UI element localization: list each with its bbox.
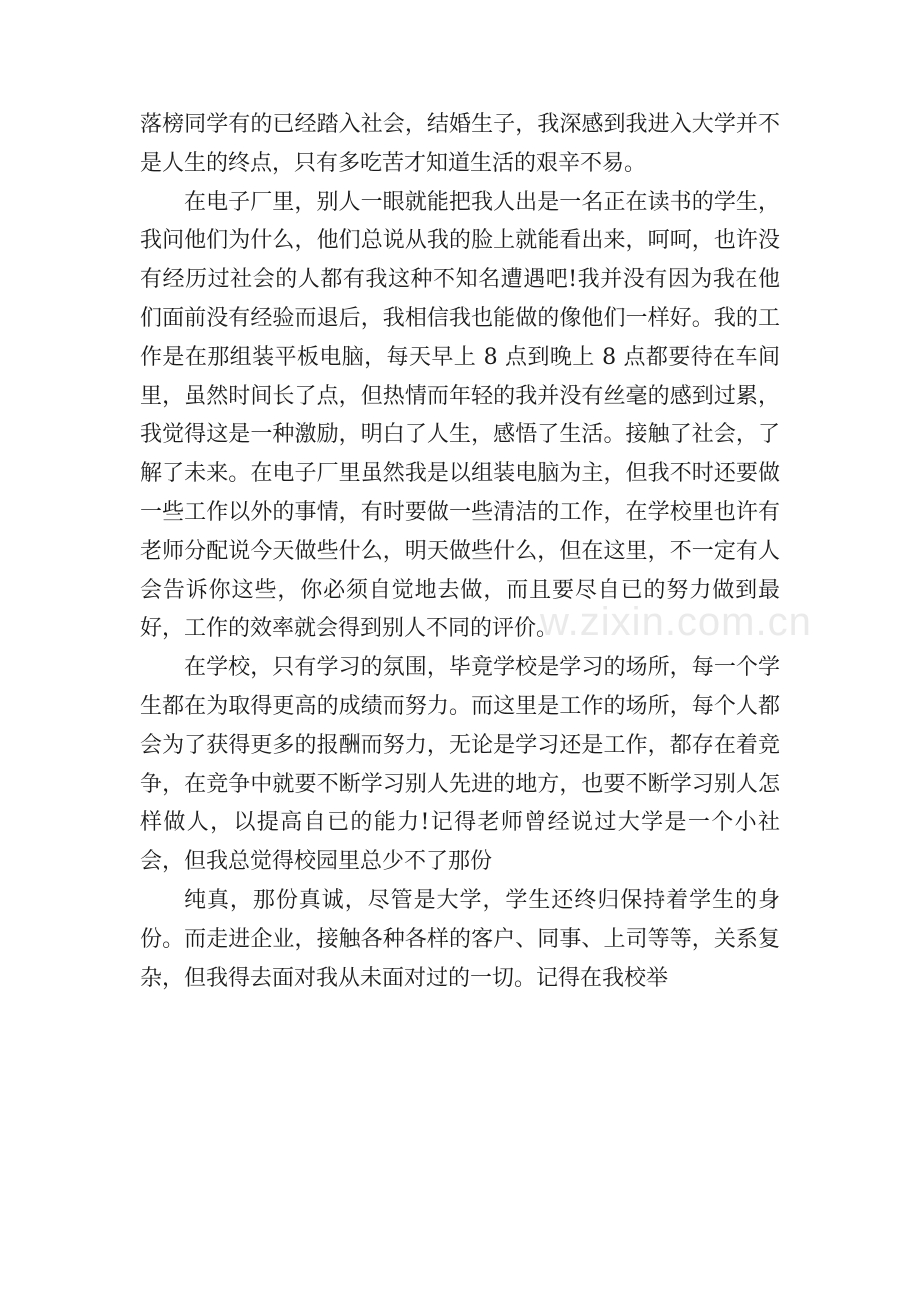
paragraph-2: 在电子厂里，别人一眼就能把我人出是一名正在读书的学生，我问他们为什么，他们总说从我的脸上就能看出来，呵呵，也许没有经历过社会的人都有我这种不知名遭遇吧!我并没有因为我在他们面前没有经验而退后，我相信我也能做的像他们一样好。我的工作是在那组装平板电脑，每天早上 8 点到晚上 8 点都要待在车间里，虽然时间长了点，但热情而年轻的我并没有丝毫的感到过累，我觉得这是一种激励，明白了人生，感悟了生活。接触了社会，了解了未来。在电子厂里虽然我是以组装电脑为主，但我不时还要做一些工作以外的事情，有时要做一些清洁的工作，在学校里也许有老师分配说今天做些什么，明天做些什么，但在这里，不一定有人会告诉你这些，你必须自觉地去做，而且要尽自已的努力做到最好，工作的效率就会得到别人不同的评价。 [140, 189, 780, 642]
paragraph-3: 在学校，只有学习的氛围，毕竟学校是学习的场所，每一个学生都在为取得更高的成绩而努力。而这里是工作的场所，每个人都会为了获得更多的报酬而努力，无论是学习还是工作，都存在着竞争，在竞争中就要不断学习别人先进的地方，也要不断学习别人怎样做人，以提高自已的能力!记得老师曾经说过大学是一个小社会，但我总觉得校园里总少不了那份 [140, 655, 780, 875]
paragraph-4: 纯真，那份真诚，尽管是大学，学生还终归保持着学生的身份。而走进企业，接触各种各样的客户、同事、上司等等，关系复杂，但我得去面对我从未面对过的一切。记得在我校举 [140, 887, 780, 991]
body-text [140, 106, 780, 998]
watermark: w.zixin.com.cn [540, 600, 812, 644]
paragraph-1: 落榜同学有的已经踏入社会，结婚生子，我深感到我进入大学并不是人生的终点，只有多吃苦才知道生活的艰辛不易。 [140, 112, 780, 176]
